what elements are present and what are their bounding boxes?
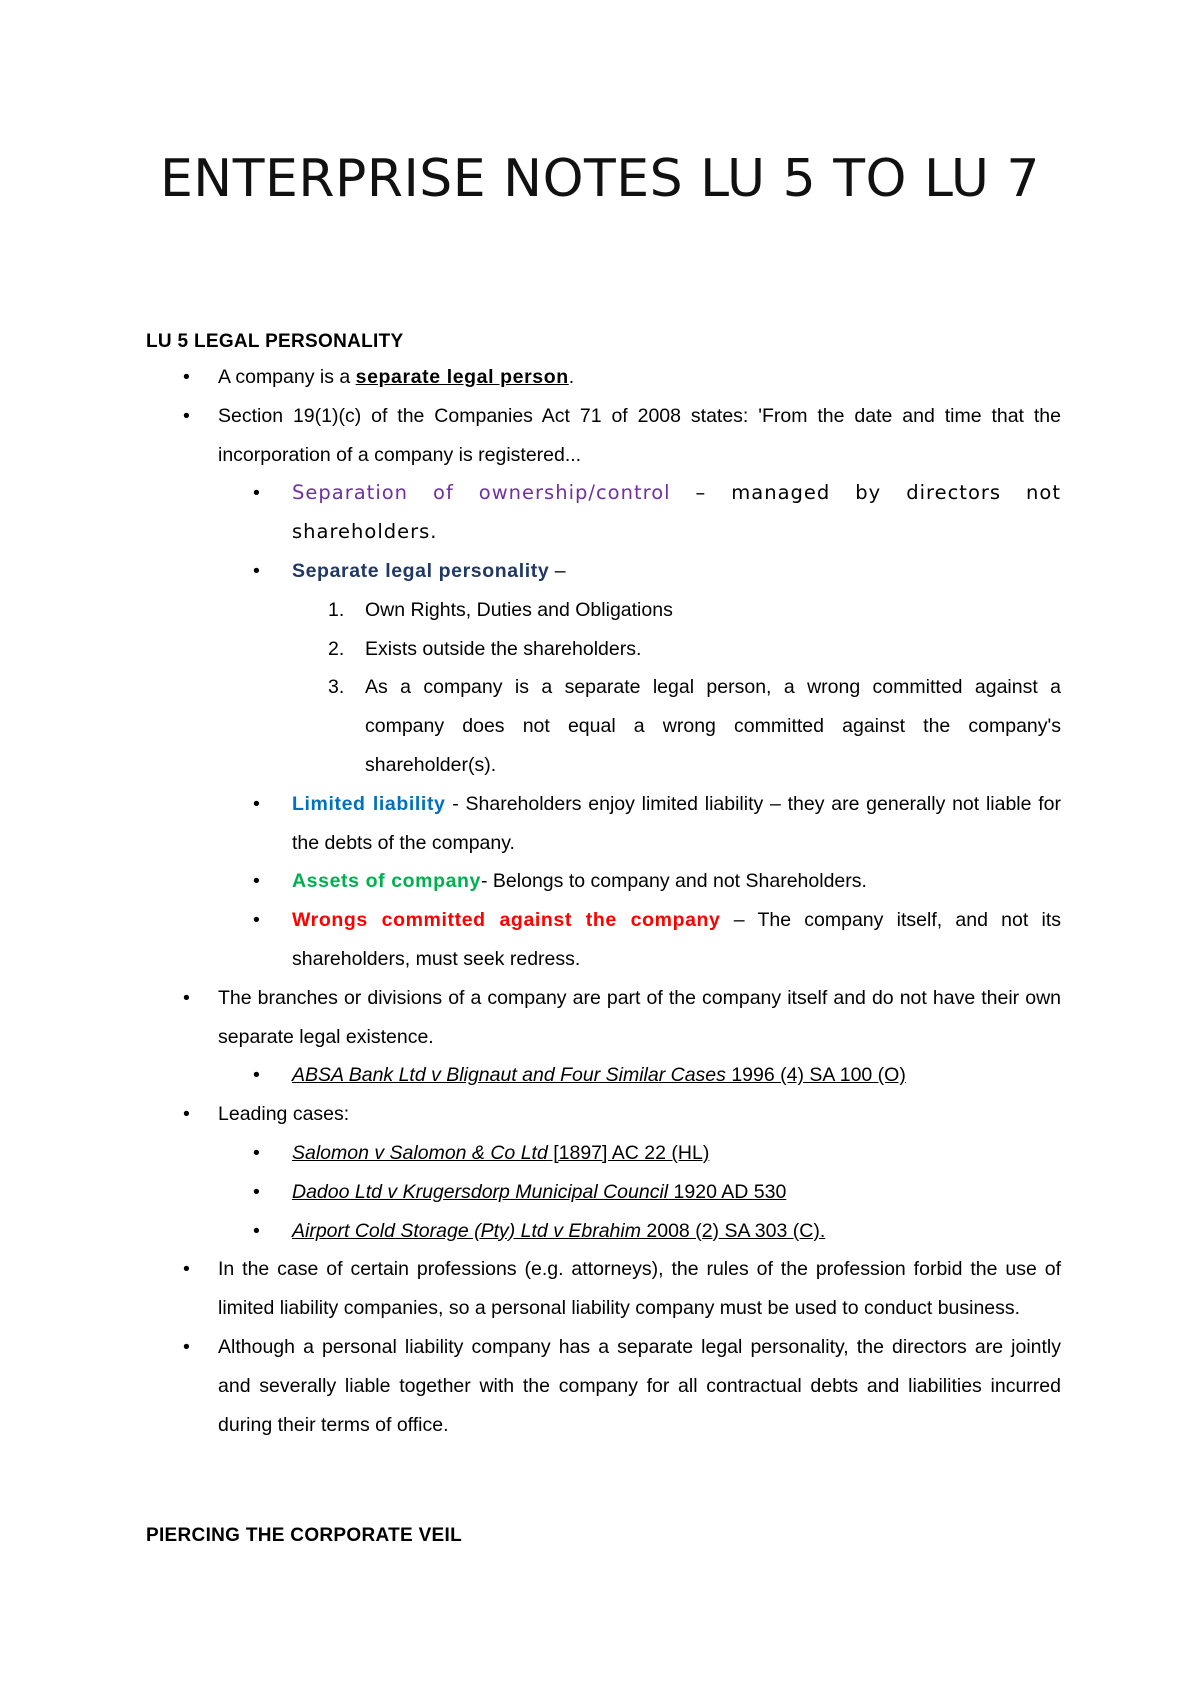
list-item: • Salomon v Salomon & Co Ltd [1897] AC 22 (HL) <box>0 1134 1200 1173</box>
bullet: • <box>253 909 260 932</box>
bullet: • <box>183 366 190 388</box>
assets-of-company-label: Assets of company <box>292 870 482 893</box>
case-name: ABSA Bank Ltd v Blignaut and Four Similar Cases <box>292 1064 726 1087</box>
bullet: • <box>253 1141 260 1164</box>
section-heading-corporate-veil: PIERCING THE CORPORATE VEIL <box>146 1525 462 1546</box>
case-name: Airport Cold Storage (Pty) Ltd v Ebrahim <box>292 1219 641 1242</box>
list-item: • Although a personal liability company has a separate legal personality, the directors are jointly and severally liable together with the company for all contractual debts and liabilities incurred during their terms of office. <box>0 1328 1200 1444</box>
separation-ownership-label: Separation of ownership/control <box>292 481 671 505</box>
list-item: • In the case of certain professions (e.g. attorneys), the rules of the profession forbid the use of limited liability companies, so a personal liability company must be used to conduct business. <box>0 1250 1200 1328</box>
bullet: • <box>183 986 190 1009</box>
list-item: • The branches or divisions of a company are part of the company itself and do not have their own separate legal existence. <box>0 979 1200 1057</box>
case-name: Salomon v Salomon & Co Ltd <box>292 1141 548 1164</box>
bullet: • <box>183 404 190 427</box>
bullet: • <box>183 1103 190 1126</box>
bullet: • <box>253 482 260 505</box>
list-item: • Airport Cold Storage (Pty) Ltd v Ebrahim 2008 (2) SA 303 (C). <box>0 1212 1200 1251</box>
section-body <box>0 358 1200 1444</box>
bullet: • <box>253 1064 260 1087</box>
list-item: • Assets of company- Belongs to company and not Shareholders. <box>0 862 1200 901</box>
list-item: • Separation of ownership/control – managed by directors not shareholders. <box>0 474 1200 552</box>
numbered-item: 3. As a company is a separate legal person, a wrong committed against a company does not equal a wrong committed against the company's shareholder(s). <box>328 676 1061 776</box>
list-item: • Dadoo Ltd v Krugersdorp Municipal Council 1920 AD 530 <box>0 1173 1200 1212</box>
bullet: • <box>183 1258 190 1281</box>
bullet: • <box>253 1180 260 1203</box>
bullet: • <box>253 559 260 582</box>
list-item: • Limited liability - Shareholders enjoy limited liability – they are generally not liable for the debts of the company. <box>0 785 1200 863</box>
bullet: • <box>253 792 260 815</box>
bullet: • <box>183 1335 190 1358</box>
bullet: • <box>253 1219 260 1242</box>
numbered-item: 2. Exists outside the shareholders. <box>328 637 642 660</box>
list-item <box>0 397 1200 475</box>
list-item: • Leading cases: <box>0 1095 1200 1134</box>
page-title: ENTERPRISE NOTES LU 5 TO LU 7 <box>159 149 1041 209</box>
wrongs-committed-label: Wrongs committed against the company <box>292 909 721 932</box>
section-heading-legal-personality: LU 5 LEGAL PERSONALITY <box>146 331 404 352</box>
numbered-item: 1. Own Rights, Duties and Obligations <box>328 598 673 621</box>
limited-liability-label: Limited liability <box>292 792 446 815</box>
list-item: • Wrongs committed against the company – The company itself, and not its shareholders, must seek redress. <box>0 901 1200 979</box>
separate-legal-personality-label: Separate legal personality <box>292 559 550 582</box>
separate-legal-person-term: separate legal person <box>355 366 569 388</box>
bullet: • <box>253 870 260 893</box>
section-19-text: Section 19(1)(c) of the Companies Act 71 of 2008 states: 'From the date and time that the incorporation of a company is registered... <box>218 404 1061 466</box>
case-name: Dadoo Ltd v Krugersdorp Municipal Council <box>292 1180 669 1203</box>
list-item: • A company is a separate legal person. <box>0 358 1200 397</box>
list-item: • Separate legal personality – <box>0 552 1200 591</box>
list-item: • ABSA Bank Ltd v Blignaut and Four Similar Cases 1996 (4) SA 100 (O) <box>0 1056 1200 1095</box>
